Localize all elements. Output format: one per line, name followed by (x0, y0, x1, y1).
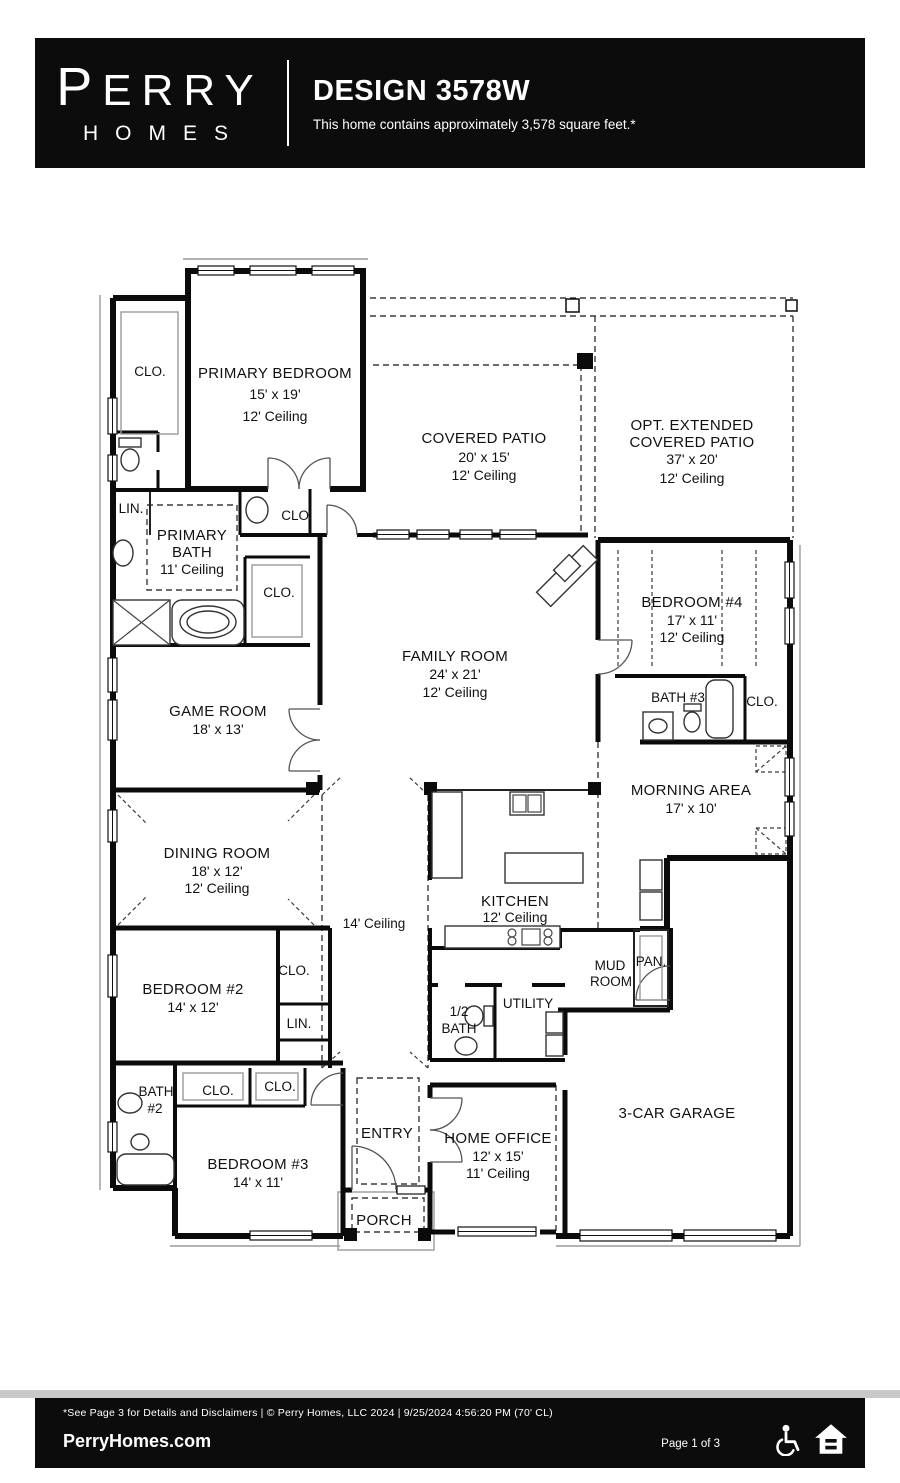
room-ceiling-home-office: 11' Ceiling (466, 1165, 530, 1181)
closet-label-primary-big: CLO. (263, 585, 295, 600)
room-label-half-bath-1: 1/2 (449, 1004, 469, 1019)
room-label-bedroom4: BEDROOM #4 (641, 594, 743, 611)
closet-label-bedroom3-b: CLO. (264, 1079, 296, 1094)
linen-label-primary: LIN. (118, 501, 144, 516)
room-label-mud-2: ROOM (590, 974, 632, 989)
room-dims-bedroom4: 17' x 11' (666, 612, 718, 628)
closet-label-bedroom3-a: CLO. (202, 1083, 234, 1098)
logo-line-perry: PERRY (56, 57, 264, 117)
room-label-hall-ceiling: 14' Ceiling (342, 916, 406, 931)
room-label-bath3: BATH #3 (651, 690, 705, 705)
room-dims-family-room: 24' x 21' (429, 666, 481, 682)
linen-label-bedroom2: LIN. (286, 1016, 312, 1031)
room-dims-dining-room: 18' x 12' (191, 863, 243, 879)
footer-disclaimer: *See Page 3 for Details and Disclaimers | © Perry Homes, LLC 2024 | 9/25/2024 4:56:20 PM (70' CL) (63, 1407, 553, 1419)
room-label-morning-area: MORNING AREA (630, 782, 752, 799)
room-dims-bedroom3: 14' x 11' (232, 1174, 284, 1190)
room-dims-home-office: 12' x 15' (472, 1148, 524, 1164)
closet-label-bedroom4: CLO. (746, 694, 778, 709)
room-label-bedroom2: BEDROOM #2 (142, 981, 244, 998)
footer-icons (772, 1422, 849, 1456)
room-label-garage: 3-CAR GARAGE (618, 1105, 736, 1122)
room-label-bedroom3: BEDROOM #3 (207, 1156, 309, 1173)
room-label-family-room: FAMILY ROOM (401, 648, 509, 665)
footer-bar (35, 1398, 865, 1468)
room-label-utility: UTILITY (502, 996, 554, 1011)
design-subtitle: This home contains approximately 3,578 square feet.* (313, 116, 636, 132)
room-label-half-bath-2: BATH (441, 1021, 477, 1036)
exterior-offset-lines (100, 259, 800, 1250)
room-label-dining-room: DINING ROOM (163, 845, 271, 862)
room-ceiling-family-room: 12' Ceiling (422, 684, 488, 700)
room-label-game-room: GAME ROOM (169, 703, 267, 720)
room-label-kitchen: KITCHEN (481, 893, 549, 910)
room-dims-covered-patio: 20' x 15' (458, 449, 510, 465)
footer-website: PerryHomes.com (63, 1431, 212, 1451)
room-dims-bedroom2: 14' x 12' (167, 999, 219, 1015)
room-ceiling-opt-patio: 12' Ceiling (659, 470, 725, 486)
wheelchair-accessible-icon (772, 1422, 804, 1456)
room-ceiling-primary-bath: 11' Ceiling (160, 561, 224, 577)
room-label-entry: ENTRY (360, 1125, 414, 1142)
room-ceiling-kitchen: 12' Ceiling (482, 909, 548, 925)
closet-label-bedroom2: CLO. (278, 963, 310, 978)
room-label-primary-bath-2: BATH (171, 544, 213, 561)
room-label-opt-patio-2: COVERED PATIO (629, 434, 755, 451)
room-ceiling-primary-bedroom: 12' Ceiling (242, 408, 308, 424)
fireplace (537, 546, 598, 607)
equal-housing-icon (813, 1422, 849, 1456)
room-ceiling-covered-patio: 12' Ceiling (451, 467, 517, 483)
room-label-bath2-2: #2 (147, 1101, 163, 1116)
room-label-primary-bedroom: PRIMARY BEDROOM (198, 365, 352, 382)
room-dims-primary-bedroom: 15' x 19' (249, 386, 301, 402)
room-dims-morning-area: 17' x 10' (665, 800, 717, 816)
room-dims-game-room: 18' x 13' (192, 721, 244, 737)
room-label-opt-patio-1: OPT. EXTENDED (630, 417, 754, 434)
room-label-mud-1: MUD (594, 958, 626, 973)
footer-gray-strip (0, 1390, 900, 1398)
footer-page-number: Page 1 of 3 (661, 1438, 720, 1450)
room-label-covered-patio: COVERED PATIO (421, 430, 547, 447)
room-label-bath2-1: BATH (138, 1084, 174, 1099)
room-ceiling-bedroom4: 12' Ceiling (659, 629, 725, 645)
room-label-primary-bath-1: PRIMARY (156, 527, 228, 544)
room-label-porch: PORCH (356, 1212, 412, 1229)
room-dims-opt-patio: 37' x 20' (666, 451, 718, 467)
closet-label-primary-left: CLO. (134, 364, 166, 379)
closet-label-primary-mid: CLO. (281, 508, 313, 523)
logo-line-homes: HOMES (82, 122, 245, 145)
morning-corner-marks (756, 746, 786, 854)
room-label-home-office: HOME OFFICE (444, 1130, 552, 1147)
room-ceiling-dining-room: 12' Ceiling (184, 880, 250, 896)
door-swings (268, 458, 670, 1190)
room-label-pantry: PAN. (635, 954, 667, 969)
design-title: DESIGN 3578W (313, 74, 531, 107)
